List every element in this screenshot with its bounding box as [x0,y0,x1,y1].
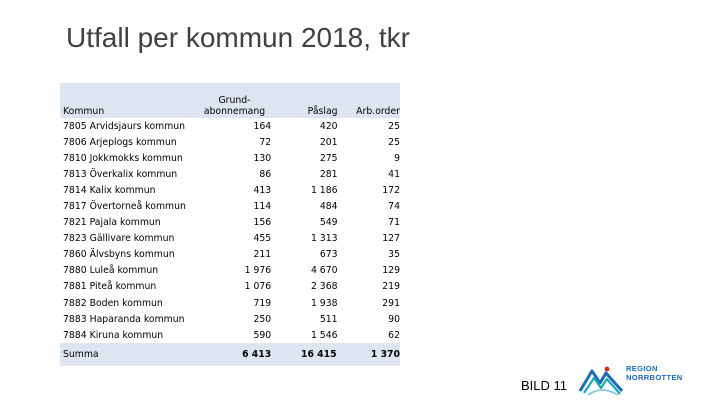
total-grund: 6 413 [242,348,272,360]
header-grundabonnemang [195,83,274,118]
cell-paslag: 4 670 [310,265,338,277]
logo-text-line2: NORRBOTTEN [626,373,683,382]
table-row [60,311,400,327]
cell-paslag: 484 [319,201,338,213]
cell-paslag: 1 938 [310,297,338,309]
cell-arborder: 35 [388,249,400,261]
cell-arborder: 219 [382,281,400,293]
cell-arborder: 9 [394,152,400,164]
table-row [60,215,400,231]
cell-grund: 72 [259,136,272,148]
cell-arborder: 291 [382,297,400,309]
cell-arborder: 41 [388,168,400,180]
cell-kommun: 7860 Älvsbyns kommun [63,249,175,261]
header-kommun: Kommun [63,106,105,117]
cell-arborder: 127 [382,233,400,245]
cell-paslag: 549 [319,217,338,229]
cell-arborder: 90 [388,313,400,325]
table-row [60,118,400,134]
cell-grund: 164 [253,120,272,132]
cell-arborder: 25 [388,120,400,132]
cell-kommun: 7814 Kalix kommun [63,184,156,196]
cell-arborder: 172 [382,184,400,196]
cell-kommun: 7881 Piteå kommun [63,281,157,293]
total-label: Summa [63,348,99,360]
cell-arborder: 129 [382,265,400,277]
cell-paslag: 2 368 [310,281,338,293]
table-total-row [60,343,400,366]
cell-grund: 211 [253,249,272,261]
cell-kommun: 7821 Pajala kommun [63,217,161,229]
cell-paslag: 201 [319,136,338,148]
header-arborder: Arb.order [356,106,400,117]
cell-grund: 86 [259,168,272,180]
cell-kommun: 7810 Jokkmokks kommun [63,152,183,164]
table-header-row [60,83,400,118]
table-row [60,134,400,150]
cell-kommun: 7884 Kiruna kommun [63,329,164,341]
table-row [60,327,400,343]
header-paslag: Påslag [307,106,338,117]
cell-grund: 1 976 [244,265,272,277]
cell-arborder: 74 [388,201,400,213]
cell-kommun: 7880 Luleå kommun [63,265,159,277]
total-paslag: 16 415 [300,348,337,360]
cell-paslag: 1 186 [310,184,338,196]
table-row [60,150,400,166]
cell-kommun: 7883 Haparanda kommun [63,313,185,325]
cell-paslag: 275 [319,152,338,164]
table-row [60,247,400,263]
cell-kommun: 7882 Boden kommun [63,297,163,309]
cell-grund: 156 [253,217,272,229]
cell-kommun: 7823 Gällivare kommun [63,233,175,245]
cell-arborder: 25 [388,136,400,148]
table-row [60,166,400,182]
cell-paslag: 1 546 [310,329,338,341]
cell-kommun: 7813 Överkalix kommun [63,168,178,180]
cell-kommun: 7806 Arjeplogs kommun [63,136,177,148]
table-row [60,279,400,295]
cell-kommun: 7817 Övertorneå kommun [63,201,186,213]
table-row [60,231,400,247]
cell-paslag: 420 [319,120,338,132]
table-row [60,295,400,311]
cell-grund: 590 [253,329,272,341]
cell-arborder: 62 [388,329,400,341]
header-grund-line2: abonnemang [203,106,266,117]
cell-grund: 114 [253,201,272,213]
cell-paslag: 1 313 [310,233,338,245]
cell-grund: 719 [253,297,272,309]
cell-paslag: 511 [319,313,338,325]
cell-paslag: 673 [319,249,338,261]
logo-mark-icon [578,361,624,397]
cell-grund: 413 [253,184,272,196]
slide-number-label: BILD 11 [521,378,568,393]
logo-text [626,364,683,382]
municipality-table-container [60,83,400,366]
region-norrbotten-logo [578,361,718,397]
header-grund-line1: Grund- [218,95,251,106]
total-arborder: 1 370 [370,348,400,360]
logo-text-line1: REGION [626,364,658,373]
cell-kommun: 7805 Arvidsjaurs kommun [63,120,186,132]
table-row [60,182,400,198]
cell-grund: 455 [253,233,272,245]
slide-title: Utfall per kommun 2018, tkr [66,22,410,53]
municipality-table [60,83,400,366]
cell-grund: 130 [253,152,272,164]
cell-grund: 1 076 [244,281,272,293]
cell-arborder: 71 [388,217,400,229]
cell-grund: 250 [253,313,272,325]
table-row [60,263,400,279]
table-row [60,198,400,214]
cell-paslag: 281 [319,168,338,180]
